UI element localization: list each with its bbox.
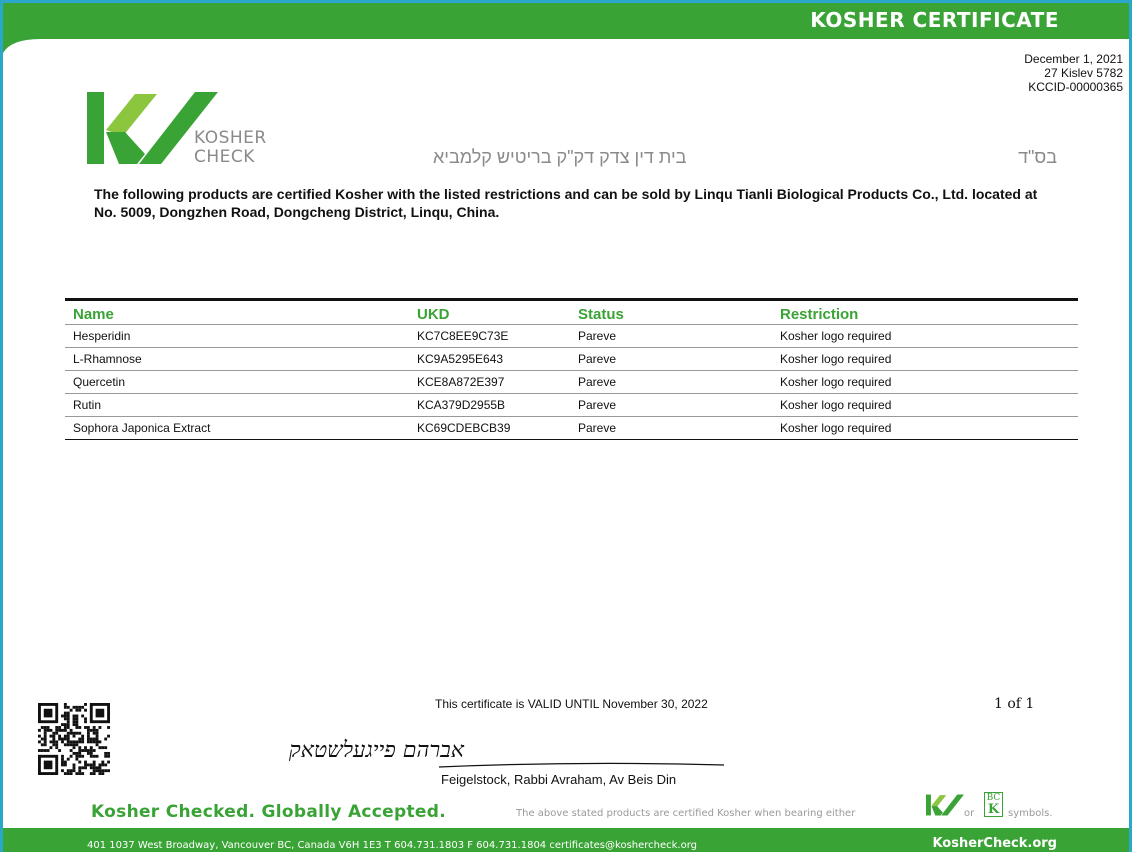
certificate-id: KCCID-00000365 — [1028, 80, 1123, 94]
hebrew-date: 27 Kislev 5782 — [1044, 66, 1123, 80]
cell-ukd: KC9A5295E643 — [409, 348, 570, 371]
table-row — [65, 394, 1078, 417]
table-row — [65, 348, 1078, 371]
cell-status: Pareve — [570, 325, 772, 348]
cell-restriction: Kosher logo required — [772, 348, 1078, 371]
column-header-name: Name — [65, 300, 409, 325]
bck-symbol-top: BC — [986, 793, 1001, 803]
date-block — [1024, 52, 1123, 94]
slogan: Kosher Checked. Globally Accepted. — [91, 802, 446, 822]
cell-restriction: Kosher logo required — [772, 325, 1078, 348]
cell-ukd: KC7C8EE9C73E — [409, 325, 570, 348]
signature-handwriting: אברהם פייגעלשטאק — [288, 738, 464, 763]
cell-name: L-Rhamnose — [65, 348, 409, 371]
kv-logo-icon — [87, 92, 197, 164]
footer-band — [3, 828, 1129, 852]
footer-website-link[interactable]: KosherCheck.org — [932, 836, 1057, 851]
cell-name: Rutin — [65, 394, 409, 417]
cell-restriction: Kosher logo required — [772, 394, 1078, 417]
symbols-end: symbols. — [1008, 808, 1053, 819]
cell-name: Sophora Japonica Extract — [65, 417, 409, 440]
column-header-restriction: Restriction — [772, 300, 1078, 325]
cell-restriction: Kosher logo required — [772, 371, 1078, 394]
kosher-check-logo — [87, 92, 287, 167]
header-band — [3, 3, 1129, 39]
cell-name: Hesperidin — [65, 325, 409, 348]
beis-din-hebrew: בית דין צדק דק"ק בריטיש קלמביא — [433, 147, 687, 167]
cell-status: Pareve — [570, 348, 772, 371]
kv-symbol-icon — [926, 792, 964, 818]
table-row — [65, 325, 1078, 348]
cell-status: Pareve — [570, 394, 772, 417]
bsd-hebrew: בס"ד — [1018, 147, 1057, 167]
logo-word-check: CHECK — [194, 147, 255, 167]
table-row — [65, 371, 1078, 394]
certificate-title: KOSHER CERTIFICATE — [810, 8, 1059, 32]
cell-status: Pareve — [570, 371, 772, 394]
qr-code-icon[interactable] — [38, 703, 110, 775]
cell-status: Pareve — [570, 417, 772, 440]
cell-ukd: KCE8A872E397 — [409, 371, 570, 394]
products-table — [65, 298, 1078, 440]
bck-symbol-icon — [984, 792, 1003, 817]
cell-name: Quercetin — [65, 371, 409, 394]
footer-address: 401 1037 West Broadway, Vancouver BC, Canada V6H 1E3 T 604.731.1803 F 604.731.1804 certificates@koshercheck.org — [87, 840, 698, 851]
symbols-or: or — [964, 808, 975, 819]
signature-image — [288, 723, 724, 775]
cell-restriction: Kosher logo required — [772, 417, 1078, 440]
certification-statement: The following products are certified Kosher with the listed restrictions and can be sold by Linqu Tianli Biological Products Co., Ltd. located at No. 5009, Dongzhen Road, Dongcheng District, Linqu, China. — [94, 186, 1038, 220]
cell-ukd: KC69CDEBCB39 — [409, 417, 570, 440]
bck-symbol-bottom: K — [987, 802, 1000, 817]
validity-notice: This certificate is VALID UNTIL November 30, 2022 — [435, 697, 708, 711]
cell-ukd: KCA379D2955B — [409, 394, 570, 417]
page-number: 1 of 1 — [994, 696, 1035, 712]
gregorian-date: December 1, 2021 — [1024, 52, 1123, 66]
column-header-status: Status — [570, 300, 772, 325]
signer-name: Feigelstock, Rabbi Avraham, Av Beis Din — [441, 772, 677, 787]
table-header-row — [65, 300, 1078, 325]
column-header-ukd: UKD — [409, 300, 570, 325]
logo-word-kosher: KOSHER — [194, 128, 267, 148]
table-row — [65, 417, 1078, 440]
symbols-note: The above stated products are certified Kosher when bearing either — [516, 808, 856, 819]
